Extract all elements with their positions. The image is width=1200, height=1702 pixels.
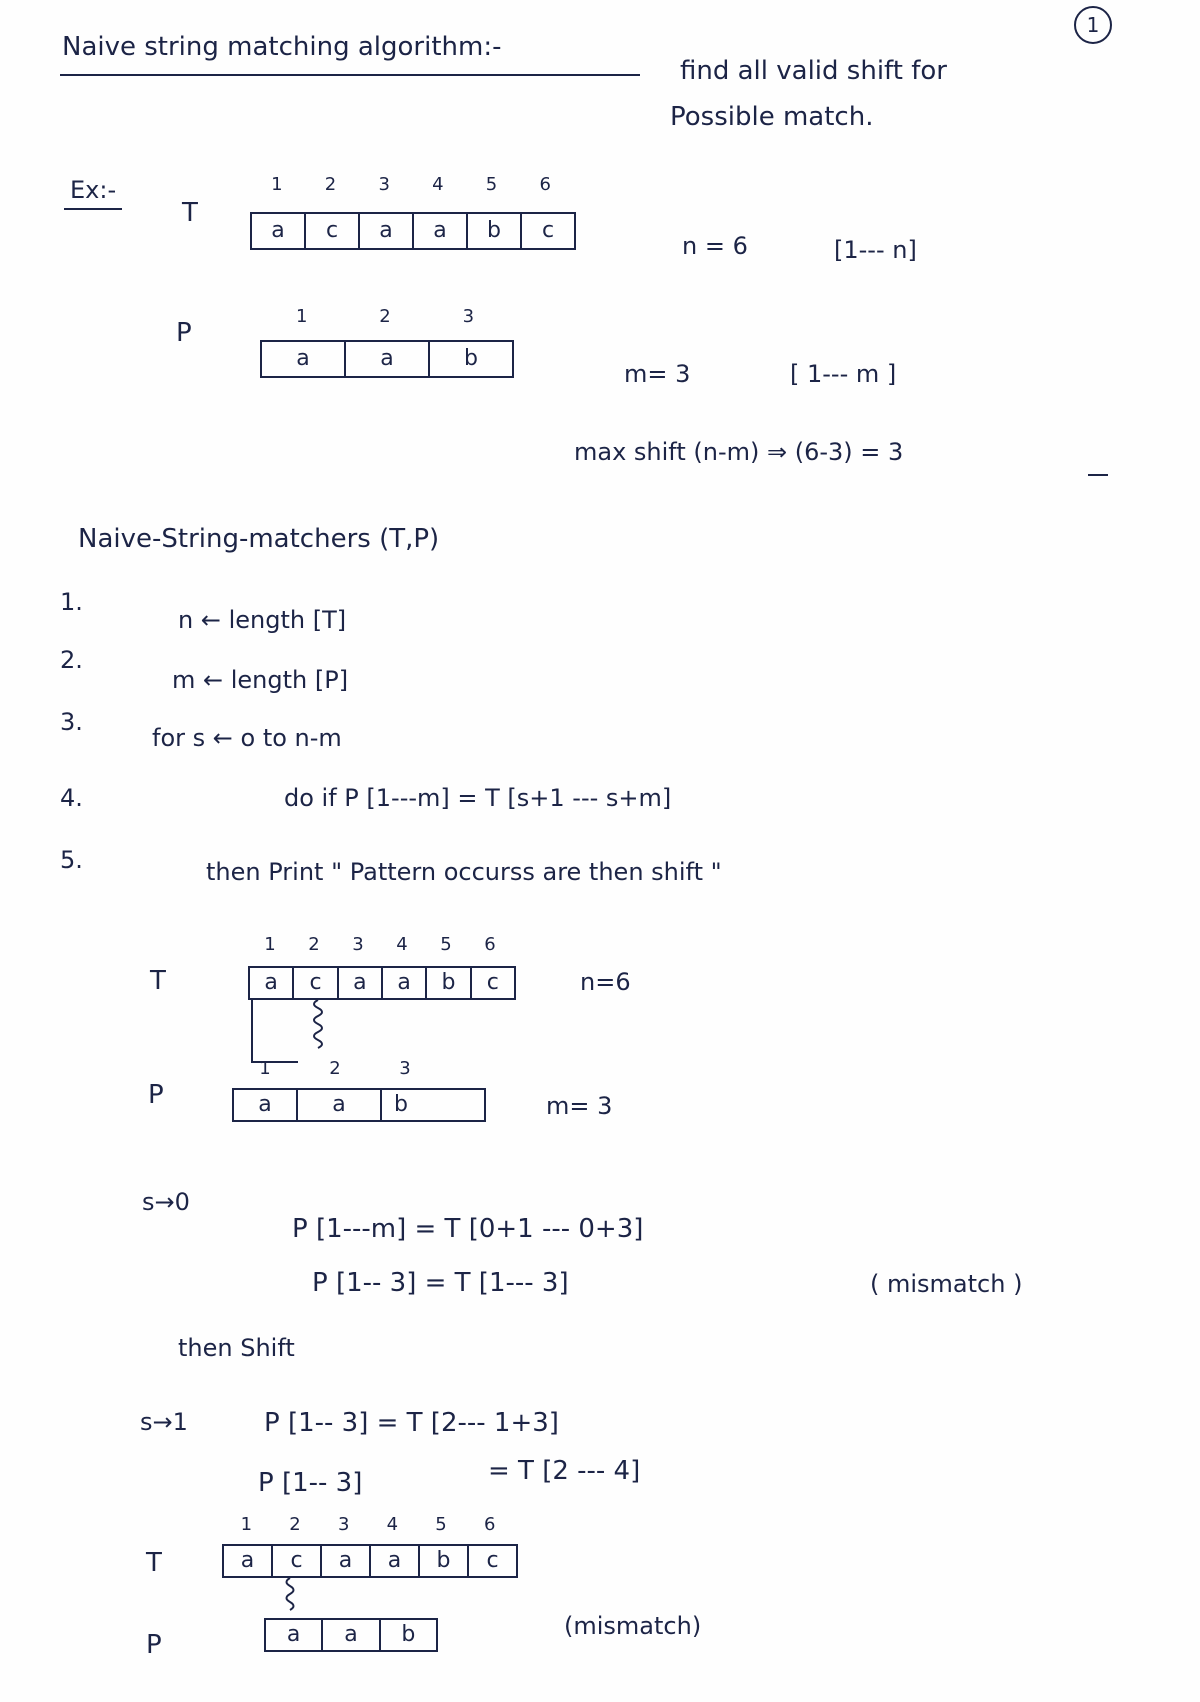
text-cell: a	[240, 1548, 255, 1573]
index: 3	[399, 1058, 411, 1079]
trace-p-label: P	[148, 1080, 164, 1110]
example-m-value: m= 3	[624, 360, 691, 388]
example-m-range: [ 1--- m ]	[790, 360, 897, 388]
example-n-value: n = 6	[682, 232, 748, 260]
index: 1	[240, 1514, 253, 1535]
index: 2	[308, 934, 320, 955]
index: 5	[435, 1514, 447, 1535]
index: 4	[386, 1514, 399, 1535]
step-text: m ← length [P]	[172, 666, 349, 694]
shift-1-label: s→1	[140, 1408, 188, 1436]
index: 3	[462, 306, 475, 327]
index: 5	[485, 174, 498, 195]
index: 1	[259, 1058, 271, 1079]
example-t-label: T	[182, 198, 198, 228]
trace-n-value: n=6	[580, 968, 631, 996]
index: 3	[352, 934, 364, 955]
text-cell: c	[292, 968, 336, 998]
example-p-indices	[260, 306, 510, 327]
pattern-cell: a	[344, 342, 428, 376]
index: 1	[264, 934, 276, 955]
pattern-cell: a	[296, 1090, 380, 1120]
text-cell: a	[412, 214, 466, 248]
trace-pattern-array	[232, 1088, 486, 1122]
index: 4	[432, 174, 444, 195]
pattern-cell: b	[428, 342, 512, 376]
example-t-indices	[250, 174, 572, 195]
trace-t-indices	[248, 934, 512, 955]
page-number-badge	[1074, 6, 1112, 44]
title-underline	[60, 74, 640, 76]
step-text: for s ← o to n-m	[152, 724, 342, 752]
shift-1-t-indices	[222, 1514, 514, 1535]
example-label-underline	[64, 208, 122, 210]
text-cell: c	[467, 1546, 516, 1576]
shift-0-result: ( mismatch )	[870, 1270, 1023, 1298]
pattern-cell: a	[286, 1622, 301, 1647]
shift-1-line-2-rhs: = T [2 --- 4]	[488, 1456, 641, 1486]
text-cell: a	[264, 970, 278, 995]
shift-1-text-array	[222, 1544, 518, 1578]
step-number: 5.	[60, 846, 83, 874]
text-cell: b	[466, 214, 520, 248]
shift-0-line-1: P [1---m] = T [0+1 --- 0+3]	[292, 1214, 644, 1244]
index: 3	[378, 174, 390, 195]
shift-1-line-1: P [1-- 3] = T [2--- 1+3]	[264, 1408, 559, 1438]
text-cell: b	[418, 1546, 467, 1576]
text-cell: c	[470, 968, 514, 998]
shift-0-line-2: P [1-- 3] = T [1--- 3]	[312, 1268, 569, 1298]
index: 6	[483, 1514, 496, 1535]
trace-p-indices	[230, 1058, 440, 1079]
then-shift-label: then Shift	[178, 1334, 295, 1362]
page-title: Naive string matching algorithm:-	[62, 32, 502, 62]
text-cell: c	[520, 214, 574, 248]
page-number: 1	[1086, 13, 1100, 37]
example-n-range: [1--- n]	[834, 236, 917, 264]
text-cell: b	[425, 968, 469, 998]
pattern-cell: a	[296, 346, 310, 371]
step-text: then Print " Pattern occurss are then shift "	[206, 858, 722, 886]
pattern-cell: b	[379, 1620, 436, 1650]
step-number: 1.	[60, 588, 83, 616]
example-label: Ex:-	[70, 176, 117, 204]
step-text: do if P [1---m] = T [s+1 --- s+m]	[284, 784, 672, 812]
text-cell: a	[337, 968, 381, 998]
index: 2	[324, 174, 337, 195]
index: 1	[295, 306, 308, 327]
step-number: 3.	[60, 708, 83, 736]
text-cell: a	[358, 214, 412, 248]
step-number: 4.	[60, 784, 83, 812]
step-text: n ← length [T]	[178, 606, 347, 634]
subtitle-line-1: find all valid shift for	[680, 56, 947, 86]
text-cell: c	[304, 214, 358, 248]
shift-1-line-2: P [1-- 3]	[258, 1468, 363, 1498]
shift-1-result: (mismatch)	[564, 1612, 702, 1640]
trace-m-value: m= 3	[546, 1092, 613, 1120]
shift-1-pattern-array	[264, 1618, 438, 1652]
max-shift-formula: max shift (n-m) ⇒ (6-3) = 3	[574, 438, 904, 466]
index: 2	[289, 1514, 301, 1535]
subtitle-line-2: Possible match.	[670, 102, 874, 132]
example-pattern-array	[260, 340, 514, 378]
index: 2	[379, 306, 391, 327]
trace-text-array	[248, 966, 516, 1000]
index: 6	[539, 174, 551, 195]
index: 4	[396, 934, 408, 955]
example-p-label: P	[176, 318, 192, 348]
algorithm-header: Naive-String-matchers (T,P)	[78, 524, 440, 554]
index: 5	[440, 934, 452, 955]
max-shift-result-underline	[1088, 474, 1108, 476]
index: 6	[484, 934, 496, 955]
shift-1-p-label: P	[146, 1630, 162, 1660]
step-number: 2.	[60, 646, 83, 674]
index: 1	[271, 174, 283, 195]
pattern-cell: a	[258, 1092, 272, 1117]
trace-t-label: T	[150, 966, 166, 996]
example-text-array	[250, 212, 576, 250]
pattern-cell: b	[380, 1090, 484, 1120]
text-cell: a	[381, 968, 425, 998]
text-cell: c	[271, 1546, 320, 1576]
text-cell: a	[320, 1546, 369, 1576]
text-cell: a	[271, 218, 285, 243]
index: 2	[329, 1058, 341, 1079]
shift-1-mismatch-squiggle	[280, 1576, 300, 1618]
index: 3	[337, 1514, 350, 1535]
text-cell: a	[369, 1546, 418, 1576]
pattern-cell: a	[321, 1620, 378, 1650]
shift-1-t-label: T	[146, 1548, 162, 1578]
shift-0-label: s→0	[142, 1188, 190, 1216]
